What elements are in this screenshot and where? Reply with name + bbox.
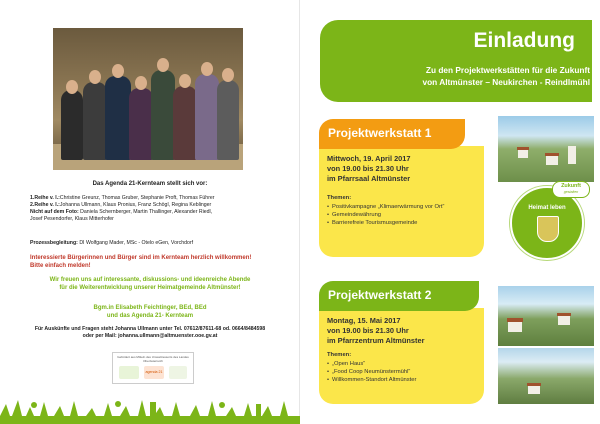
member-row-label: 1.Reihe v. l.:: [30, 195, 60, 201]
invite-line: Interessierte Bürgerinnen und Bürger sind im Kernteam herzlich willkommen!: [30, 255, 252, 261]
photo-person: [83, 82, 107, 160]
member-row-names: Johanna Ullmann, Klaus Pronius, Franz Schögl, Regina Keblinger: [59, 202, 212, 208]
photo-head: [179, 74, 191, 88]
photo-house: [558, 316, 570, 325]
workshop-date: Mittwoch, 19. April 2017: [327, 154, 411, 163]
member-row: [30, 216, 270, 223]
photo-roof: [557, 313, 571, 316]
invitation-header: [320, 20, 592, 102]
photo-roof: [507, 318, 523, 322]
photo-person: [217, 80, 239, 160]
member-row-names: Daniela Schernberger, Martin Thallinger, Alexander Riedl,: [80, 209, 213, 215]
process-label: Prozessbegleitung:: [30, 240, 78, 246]
theme-item: • Willkommen-Standort Altmünster: [327, 376, 416, 384]
member-row-names: Josef Pesendorfer, Klaus Mitterhofer: [30, 216, 114, 222]
process-line: [30, 240, 270, 247]
invite-text: [30, 254, 270, 270]
welcome-line: für die Weiterentwicklung unserer Heimatgemeinde Altmünster!: [59, 285, 241, 291]
workshop-2-details: [319, 308, 484, 404]
photo-roof: [545, 153, 559, 156]
zukunft-title: Zukunft: [561, 183, 581, 189]
themes-label: Themen:: [327, 195, 352, 201]
photo-house: [508, 322, 522, 332]
workshop-date: Montag, 15. Mai 2017: [327, 316, 401, 325]
member-row: [30, 202, 270, 209]
workshop-location: im Pfarrzentrum Altmünster: [327, 336, 425, 345]
workshop-location: im Pfarrsaal Altmünster: [327, 174, 411, 183]
agenda21-logo: agenda 21: [144, 366, 164, 379]
badge-title: Heimat: [528, 205, 549, 211]
signature-block: [30, 304, 270, 320]
photo-head: [201, 62, 213, 76]
fold-divider: [299, 0, 300, 424]
badge-subtitle: leben: [550, 205, 566, 211]
photo-house: [568, 146, 576, 164]
theme-item: • Barrierefreie Tourismusgemeinde: [327, 219, 444, 227]
team-photo: [53, 28, 243, 170]
signature-line: Bgm.in Elisabeth Feichtinger, BEd, BEd: [93, 305, 207, 311]
theme-item: • „Food Coop Neumünstermühl“: [327, 368, 416, 376]
member-row: [30, 195, 270, 202]
subtitle-line: Zu den Projektwerkstätten für die Zukunft: [425, 65, 590, 75]
photo-head: [157, 58, 169, 72]
workshop-heading-text: Projektwerkstatt 2: [328, 288, 432, 302]
workshop-1-when: [327, 154, 411, 184]
member-row: [30, 209, 270, 216]
subtitle-line: von Altmünster – Neukirchen - Reindlmühl: [422, 77, 590, 87]
photo-head: [222, 68, 234, 82]
contact-info: [30, 326, 270, 340]
sponsor-logos: [112, 352, 194, 384]
photo-house: [546, 156, 558, 165]
photo-roof: [517, 147, 529, 150]
theme-item: • „Open Haus“: [327, 360, 416, 368]
sponsor-logo: [119, 366, 139, 379]
workshop-1-heading: [319, 119, 465, 149]
coat-of-arms-icon: [537, 216, 559, 242]
member-row-names: Christine Greunz, Thomas Gruber, Stephanie Proft, Thomas Führer: [59, 195, 215, 201]
photo-person: [105, 76, 131, 160]
logo-caption: Gefördert aus Mitteln des Umweltressorts des Landes Oberösterreich: [117, 355, 189, 363]
member-row-label: 2.Reihe v. l.:: [30, 202, 60, 208]
workshop-time: von 19.00 bis 21.30 Uhr: [327, 326, 409, 335]
photo-person: [61, 90, 83, 160]
themes-list: [327, 360, 416, 384]
photo-roof: [527, 383, 541, 386]
invitation-subtitle: [340, 64, 590, 88]
photo-person: [151, 70, 175, 160]
mountain-photo: [498, 348, 594, 404]
contact-email[interactable]: oder per Mail: johanna.ullmann@altmuenster.ooe.gv.at: [82, 333, 218, 339]
village-photo: [498, 116, 594, 182]
hillside-photo: [498, 286, 594, 346]
workshop-1-details: [319, 146, 484, 257]
welcome-line: Wir freuen uns auf interessante, diskussions- und ideenreiche Abende: [49, 277, 251, 283]
photo-person: [173, 86, 197, 160]
themes-list: [327, 203, 444, 227]
grass-border-illustration: [0, 398, 300, 424]
themes-label: Themen:: [327, 352, 352, 358]
photo-head: [89, 70, 101, 84]
zukunft-subtitle: gestalten: [563, 190, 579, 194]
theme-item: • Positivkampagne „Klimaerwärmung vor Ort“: [327, 203, 444, 211]
sponsor-logo: [169, 366, 187, 379]
photo-head: [112, 64, 124, 78]
theme-item: • Gemeindewährung: [327, 211, 444, 219]
photo-house: [528, 386, 540, 394]
zukunft-tag: [552, 181, 590, 198]
invitation-title: Einladung: [473, 29, 575, 52]
welcome-message: [30, 276, 270, 292]
badge-text: [512, 205, 582, 211]
photo-house: [518, 150, 528, 158]
kernteam-title: Das Agenda 21-Kernteam stellt sich vor:: [92, 181, 208, 187]
workshop-2-when: [327, 316, 424, 346]
contact-line: Für Auskünfte und Fragen steht Johanna Ullmann unter Tel. 07612/87611-68 od. 0664/8484598: [34, 326, 266, 332]
photo-head: [66, 80, 78, 94]
workshop-2-heading: [319, 281, 479, 311]
process-value: DI Wolfgang Mader, MSc - Otelo eGen, Vorchdorf: [79, 240, 194, 246]
photo-head: [135, 76, 147, 90]
invite-line: Bitte einfach melden!: [30, 263, 91, 269]
member-row-label: Nicht auf dem Foto:: [30, 209, 79, 215]
member-list: [30, 195, 270, 223]
photo-person: [195, 74, 219, 160]
workshop-heading-text: Projektwerkstatt 1: [328, 126, 432, 140]
signature-line: und das Agenda 21- Kernteam: [106, 313, 194, 319]
workshop-time: von 19.00 bis 21.30 Uhr: [327, 164, 409, 173]
photo-person: [129, 88, 153, 160]
